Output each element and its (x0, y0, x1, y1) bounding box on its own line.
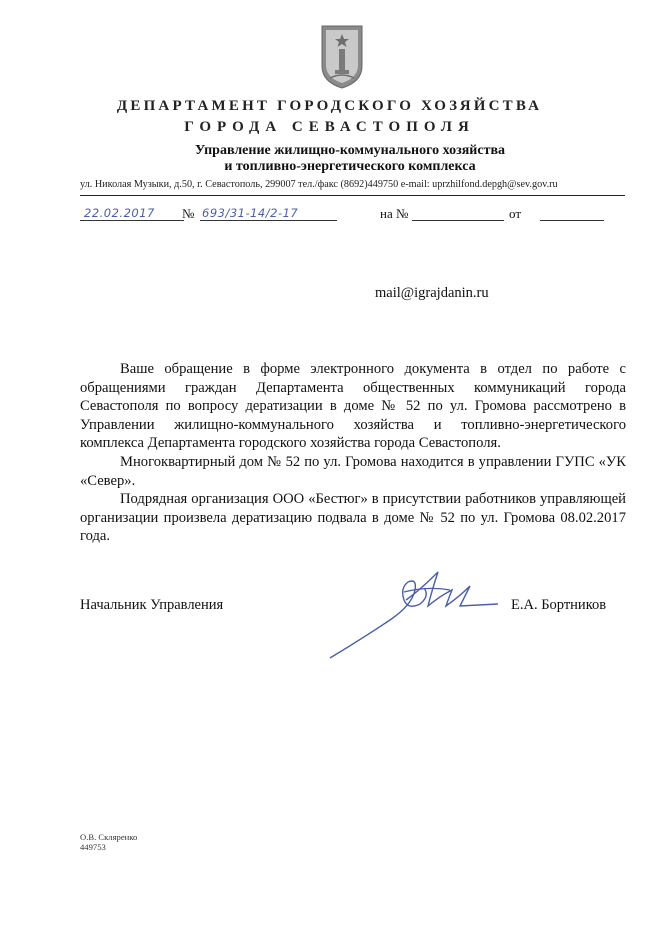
header-divider (80, 195, 625, 196)
letter-body (80, 360, 626, 546)
recipient-email: mail@igrajdanin.ru (375, 285, 489, 301)
incoming-number-label: на № (380, 206, 409, 221)
incoming-number-blank (412, 207, 504, 221)
division-title-line2: и топливно-энергетического комплекса (224, 159, 476, 174)
executor-phone: 449753 (80, 842, 106, 852)
incoming-date-blank (540, 207, 604, 221)
body-paragraph-1: Ваше обращение в форме электронного документа в отдел по работе с обращениями граждан Департамента общественных коммуникаций города Севастополя по вопросу дератизации в доме № 52 по ул. Громова рассмотрено в Управлении жилищно-коммунального хозяйства и топливно-энергетического комплекса Департамента городского хозяйства города Севастополя. (80, 361, 626, 452)
department-title-line1: ДЕПАРТАМЕНТ ГОРОДСКОГО ХОЗЯЙСТВА (116, 98, 543, 114)
division-title-line1: Управление жилищно-коммунального хозяйства (194, 143, 506, 158)
signer-name: Е.А. Бортников (511, 597, 607, 613)
executor-name: О.В. Скляренко (80, 832, 138, 842)
body-paragraph-2: Многоквартирный дом № 52 по ул. Громова находится в управлении ГУПС «УК «Север». (80, 453, 626, 489)
outgoing-number: 693/31-14/2-17 (200, 206, 337, 221)
signature-icon (320, 560, 510, 665)
executor-info (80, 832, 137, 852)
outgoing-date: 22.02.2017 (80, 206, 184, 221)
address-line: ул. Николая Музыки, д.50, г. Севастополь, 299007 тел./факс (8692)449750 e-mail: uprzhilfond.depgh@sev.gov.ru (80, 179, 558, 190)
signer-title: Начальник Управления (80, 597, 224, 613)
body-paragraph-3: Подрядная организация ООО «Бестюг» в присутствии работников управляющей организации произвела дератизацию подвала в доме № 52 по ул. Громова 08.02.2017 года. (80, 491, 626, 545)
department-title-line2: ГОРОДА СЕВАСТОПОЛЯ (184, 119, 475, 135)
coat-of-arms-icon (318, 22, 366, 90)
number-label: № (182, 206, 195, 221)
incoming-date-label: от (509, 206, 522, 221)
